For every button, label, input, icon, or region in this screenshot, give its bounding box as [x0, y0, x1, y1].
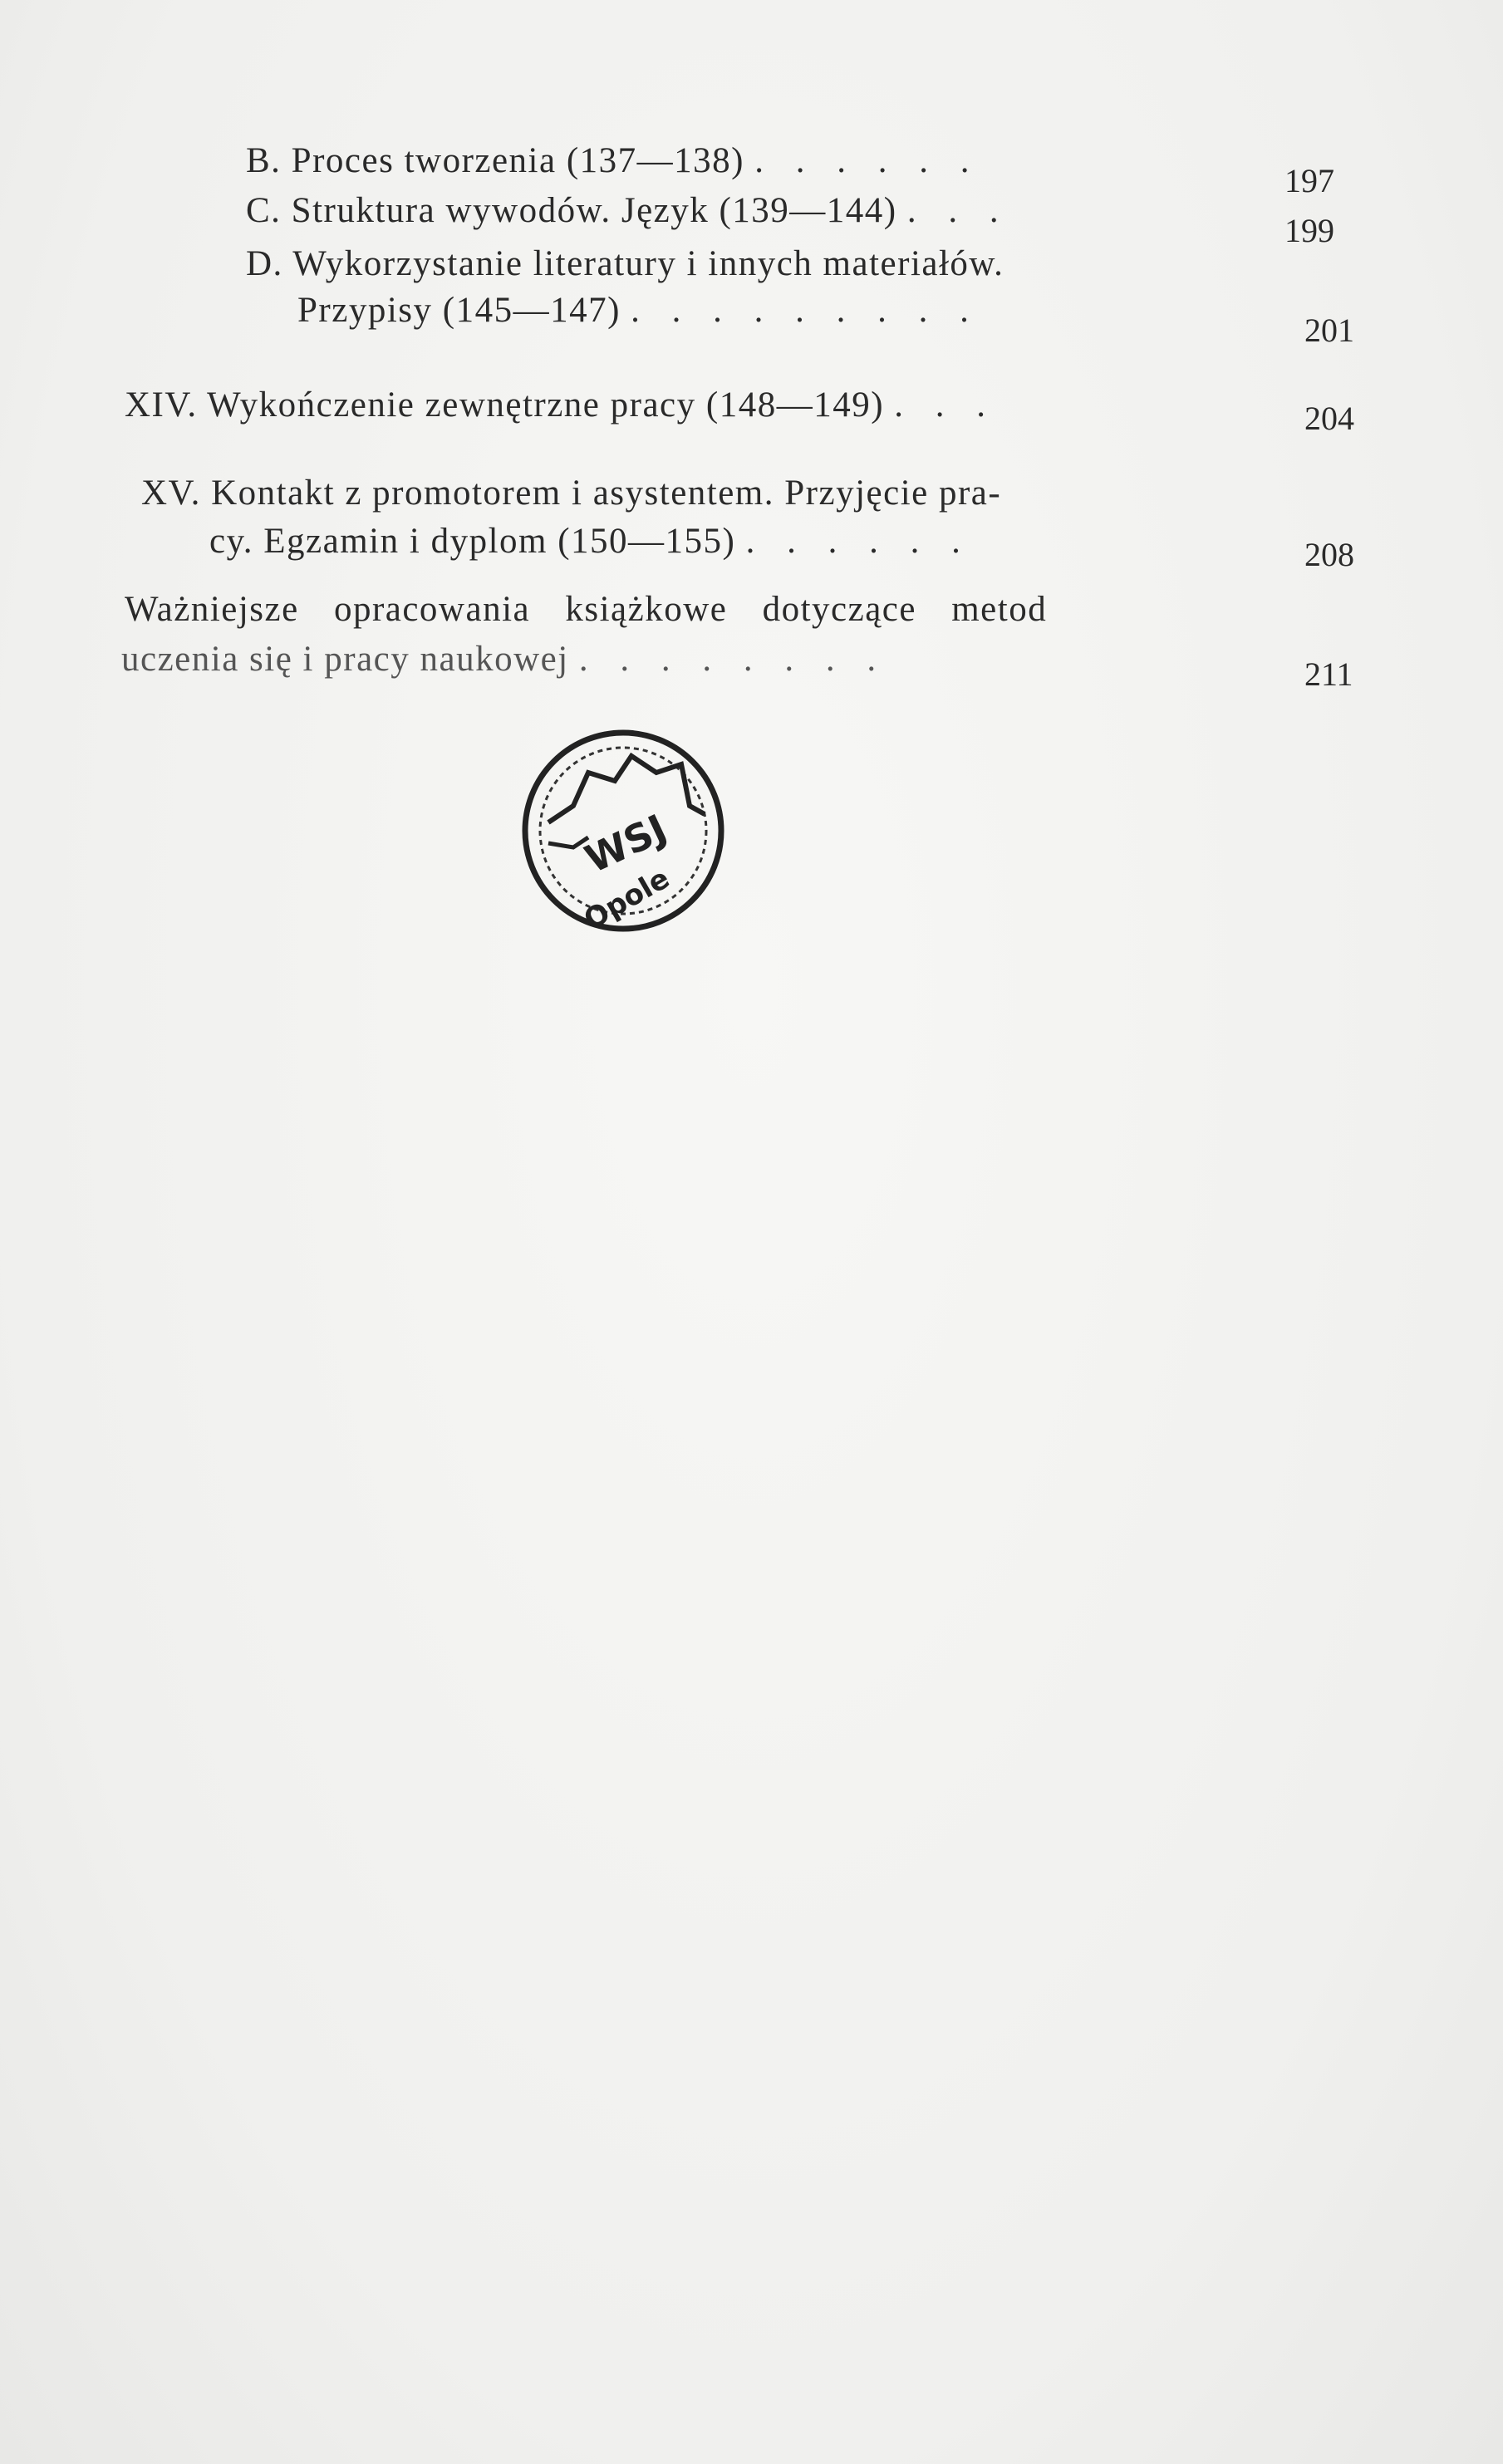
toc-entry-b-label: B. Proces tworzenia (137—138) — [246, 141, 744, 180]
toc-entry-b — [246, 143, 980, 179]
toc-entry-c — [246, 193, 1010, 228]
toc-entry-c-label: C. Struktura wywodów. Język (139—144) — [246, 191, 897, 230]
toc-entry-biblio-page: 211 — [1304, 655, 1353, 693]
toc-entry-c-page: 199 — [1284, 212, 1334, 249]
toc-entry-xiv-label: XIV. Wykończenie zewnętrzne pracy (148—149) — [125, 385, 885, 425]
toc-entry-xv-line-2 — [209, 523, 972, 559]
toc-entry-xv-label: cy. Egzamin i dyplom (150—155) — [209, 522, 736, 561]
toc-entry-d-dots: . . . . . . . . . — [631, 291, 980, 330]
toc-entry-biblio-line-1: Ważniejsze opracowania książkowe dotyczące metod — [125, 590, 1048, 629]
toc-entry-biblio-line-2 — [121, 641, 887, 677]
toc-entry-c-dots: . . . — [906, 191, 1010, 230]
toc-entry-d-line-1: D. Wykorzystanie literatury i innych materiałów. — [246, 244, 1004, 283]
toc-entry-biblio-dots: . . . . . . . . — [578, 640, 888, 679]
toc-entry-biblio-label: uczenia się i pracy naukowej — [121, 640, 569, 679]
toc-entry-d-line-2 — [297, 292, 980, 328]
stamp-text-bottom: Opole — [578, 861, 675, 937]
toc-entry-xv-page: 208 — [1304, 536, 1354, 573]
toc-entry-d-label: Przypisy (145—147) — [297, 291, 621, 330]
stamp-text-top: WSJ — [578, 805, 674, 882]
library-stamp — [515, 723, 731, 939]
toc-entry-xiv-page: 204 — [1304, 400, 1354, 437]
toc-entry-xiv-dots: . . . — [894, 385, 998, 425]
toc-entry-d-page: 201 — [1304, 312, 1354, 349]
toc-entry-b-dots: . . . . . . — [754, 141, 981, 180]
toc-entry-b-page: 197 — [1284, 162, 1334, 199]
toc-entry-xv-dots: . . . . . . — [745, 522, 972, 561]
toc-entry-xiv — [125, 387, 997, 423]
toc-entry-xv-line-1: XV. Kontakt z promotorem i asystentem. Przyjęcie pra- — [141, 474, 1002, 513]
